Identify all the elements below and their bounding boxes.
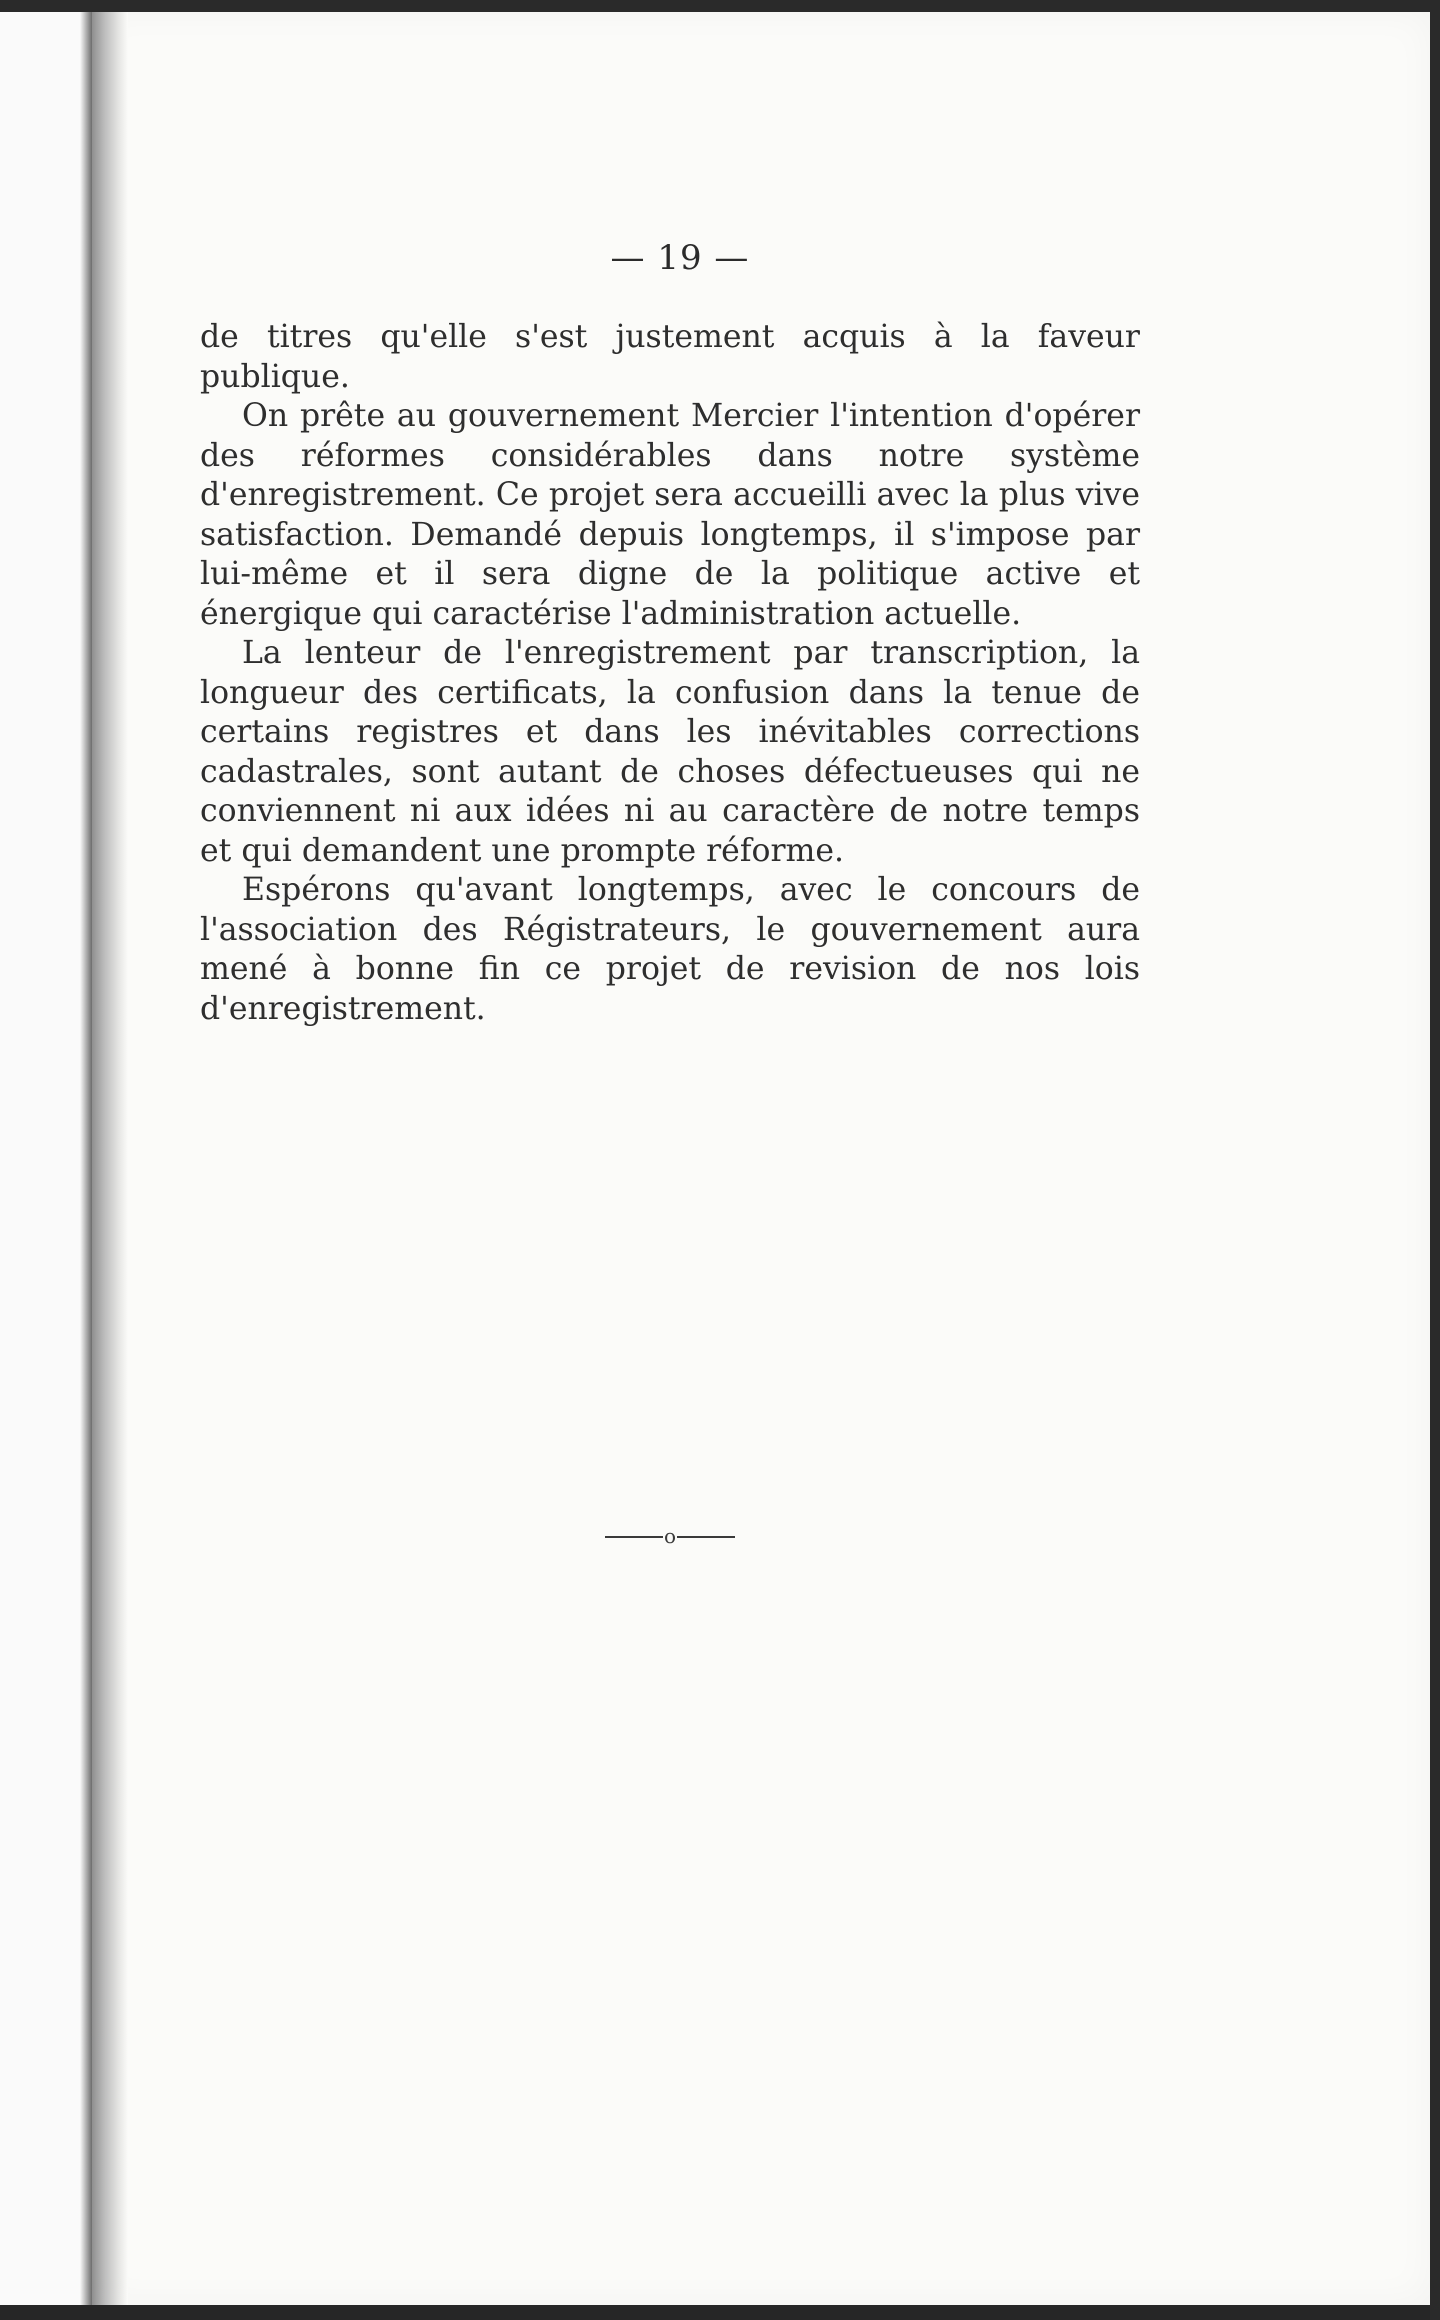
paragraph-2: On prête au gouvernement Mercier l'intention d'opérer des réformes considérables dans notre système d'enregistrement. Ce projet sera accueilli avec la plus vive satisfaction. Demandé depuis longtemps, il s'impose par lui-même et il sera digne de la politique active et énergique qui caractérise l'administration actuelle. bbox=[200, 398, 1140, 632]
paragraph-3: La lenteur de l'enregistrement par transcription, la longueur des certificats, la confusion dans la tenue de certains registres et dans les inévitables corrections cadastrales, sont autant de choses défectueuses qui ne conviennent ni aux idées ni au caractère de notre temps et qui demandent une prompte réforme. bbox=[200, 635, 1140, 869]
page-number: — 19 — bbox=[610, 238, 750, 278]
end-ornament bbox=[605, 1522, 735, 1552]
body-text bbox=[200, 318, 1140, 1029]
ornament-circle: o bbox=[664, 1524, 677, 1548]
page-gutter bbox=[92, 10, 128, 2305]
left-margin bbox=[0, 0, 92, 2320]
scan-bottom-edge bbox=[0, 2305, 1440, 2320]
paragraph-1: de titres qu'elle s'est justement acquis à la faveur publique. bbox=[200, 319, 1140, 395]
scan-right-edge bbox=[1430, 0, 1440, 2320]
scan-top-edge bbox=[0, 0, 1440, 12]
ornament-line-left bbox=[605, 1536, 663, 1538]
ornament-line-right bbox=[677, 1536, 735, 1538]
paragraph-4: Espérons qu'avant longtemps, avec le concours de l'association des Régistrateurs, le gouvernement aura mené à bonne fin ce projet de revision de nos lois d'enregistrement. bbox=[200, 872, 1140, 1027]
